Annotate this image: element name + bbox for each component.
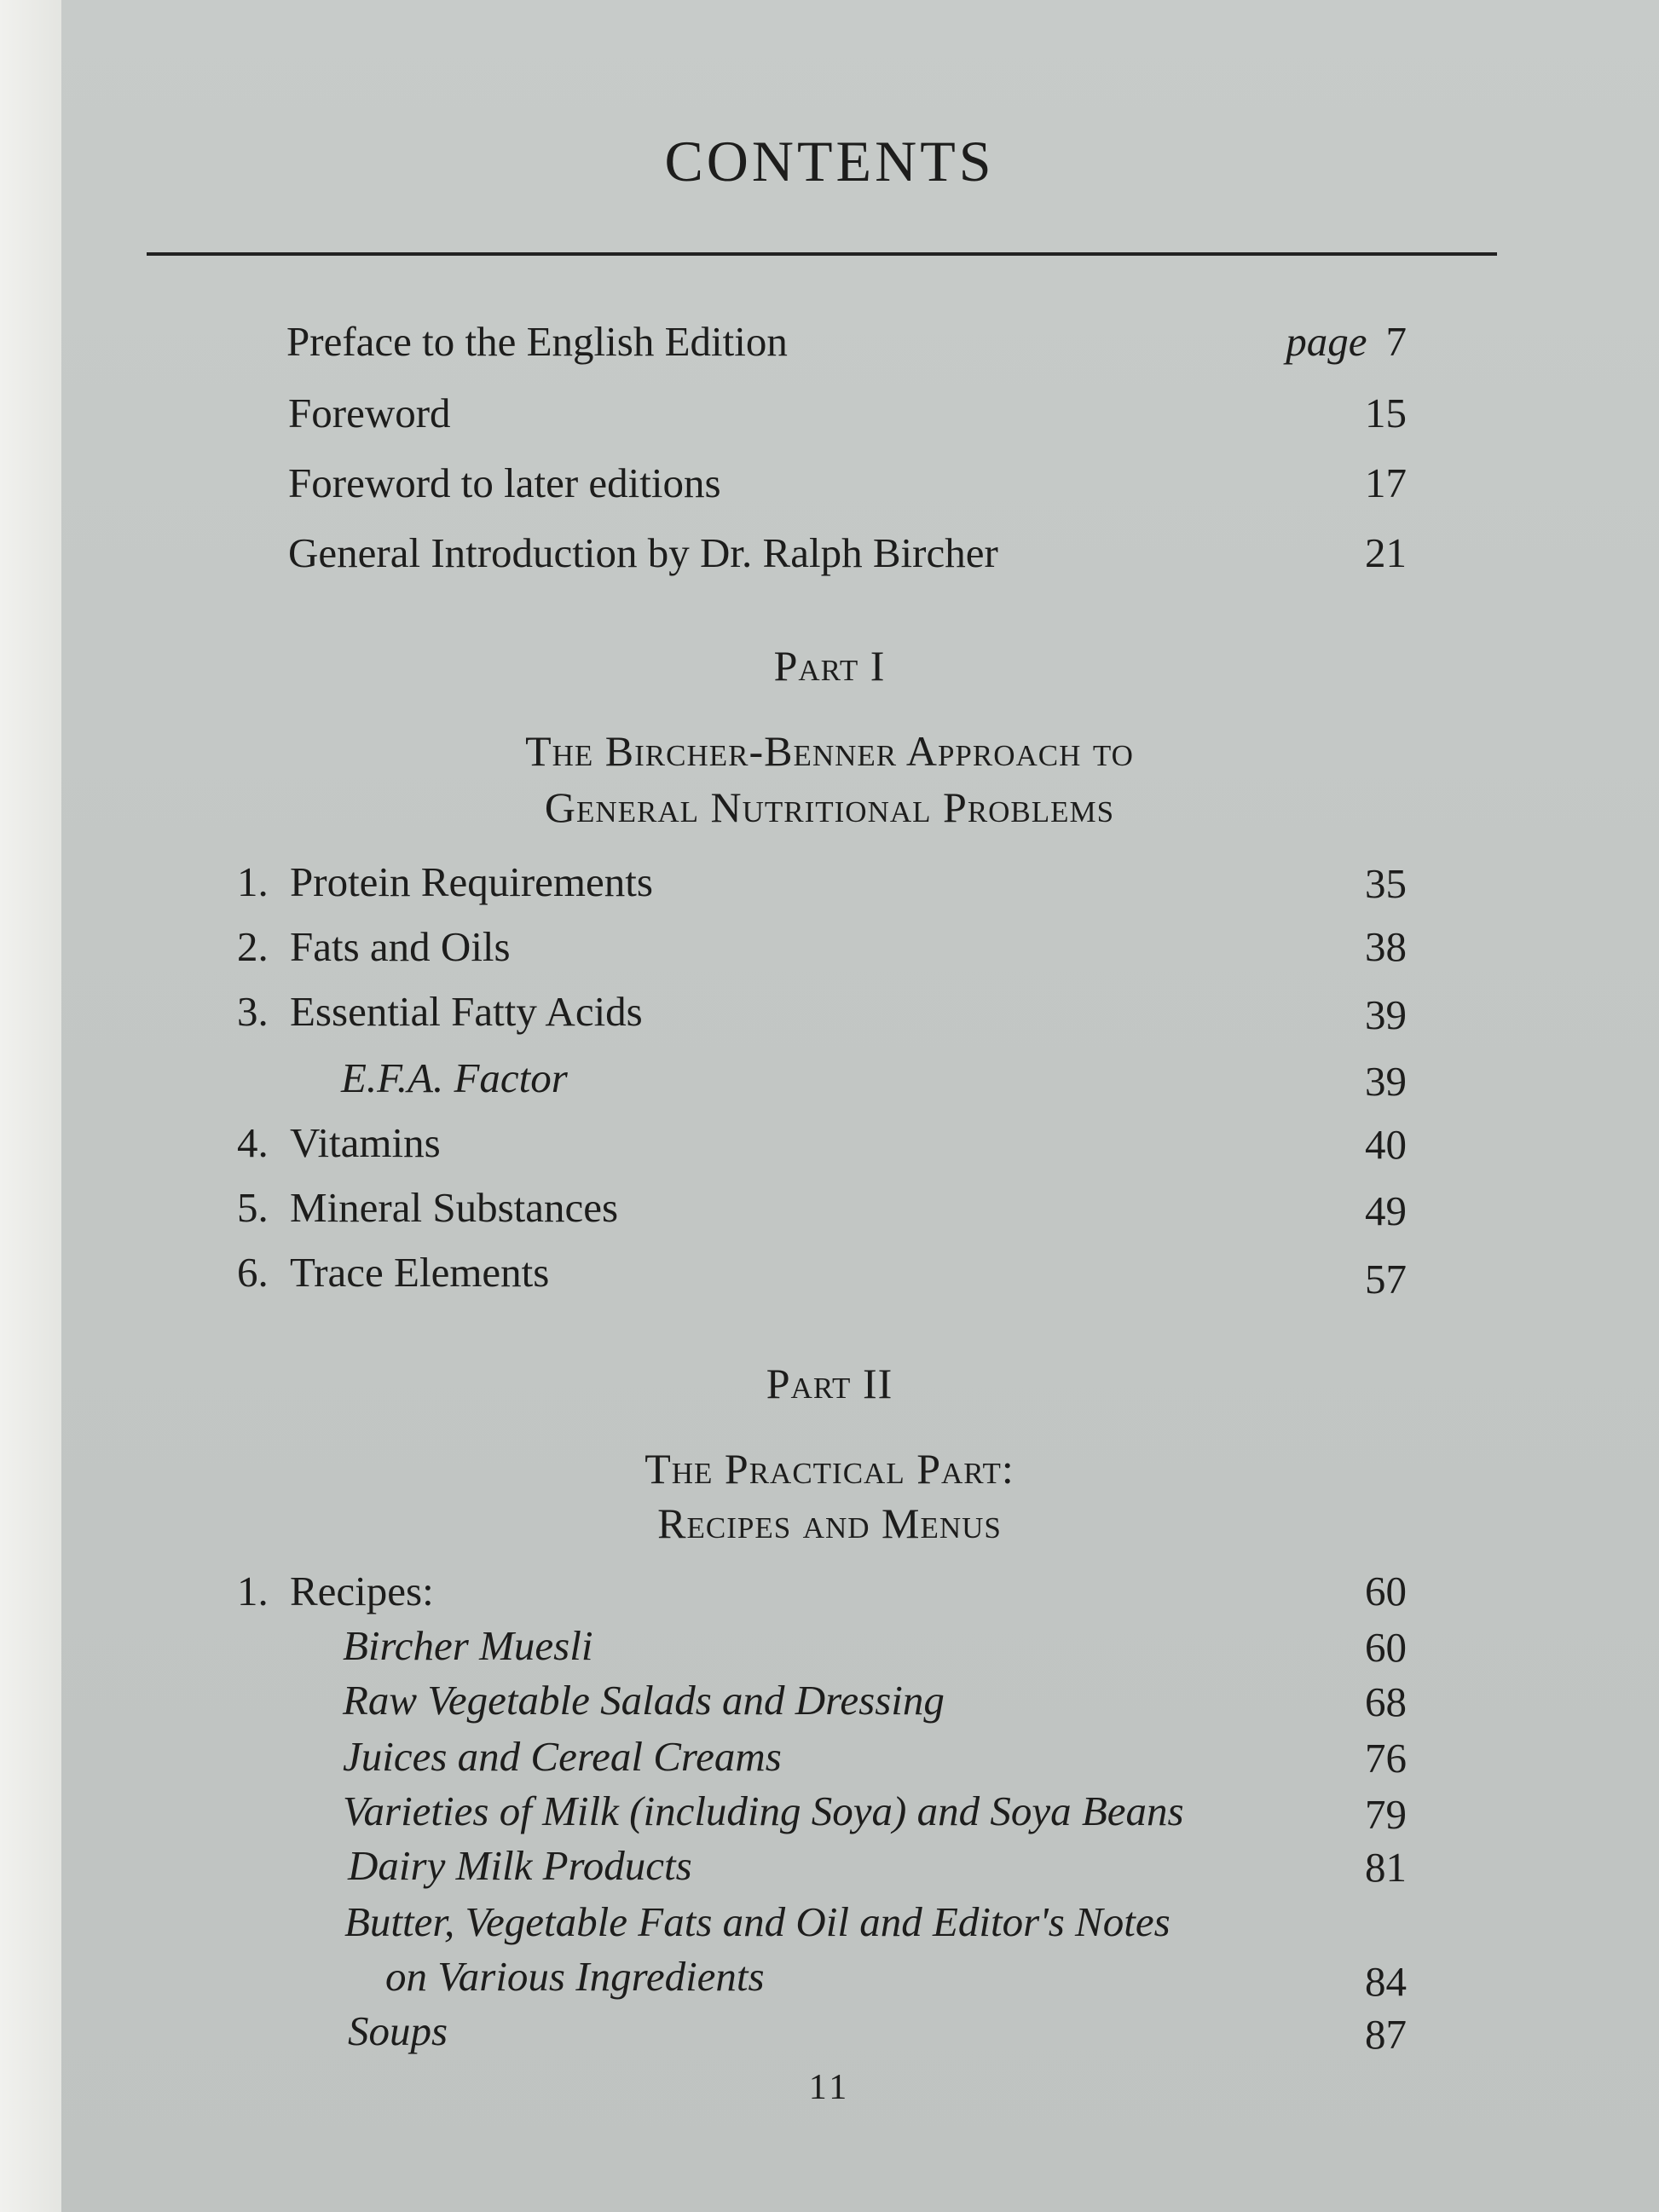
toc-page-recipes: 60 (1365, 1568, 1407, 1614)
toc-entry-soups: Soups (348, 2007, 448, 2054)
toc-page-vitamins: 40 (1365, 1121, 1407, 1168)
page-margin-left (0, 0, 61, 2212)
toc-entry-foreword-later: Foreword to later editions (288, 459, 721, 506)
toc-page-juices-cereal-creams: 76 (1365, 1735, 1407, 1782)
part-2-title-line-1: The Practical Part: (645, 1445, 1014, 1493)
toc-entry-juices-cereal-creams: Juices and Cereal Creams (343, 1733, 782, 1780)
toc-entry-various-ingredients: on Various Ingredients (385, 1953, 765, 2000)
title-rule (147, 252, 1497, 256)
part-1-heading: Part I (773, 642, 886, 690)
toc-entry-preface: Preface to the English Edition (286, 318, 788, 365)
toc-entry-fats-oils: 2. Fats and Oils (237, 923, 511, 970)
toc-entry-raw-vegetable-salads: Raw Vegetable Salads and Dressing (343, 1677, 945, 1724)
toc-page-varieties-of-milk: 79 (1365, 1791, 1407, 1838)
page-prefix: page (1286, 318, 1367, 365)
toc-entry-protein: 1. Protein Requirements (237, 858, 653, 905)
toc-entry-bircher-muesli: Bircher Muesli (343, 1622, 593, 1669)
part-2-title-line-2: Recipes and Menus (657, 1499, 1002, 1547)
toc-entry-dairy-milk-products: Dairy Milk Products (348, 1842, 692, 1889)
toc-entry-mineral-substances: 5. Mineral Substances (237, 1184, 619, 1231)
toc-page-raw-vegetable-salads: 68 (1365, 1678, 1407, 1725)
toc-page-efa-factor: 39 (1365, 1058, 1407, 1105)
toc-page-protein: 35 (1365, 860, 1407, 907)
toc-page-general-introduction: 21 (1365, 529, 1407, 576)
toc-entry-varieties-of-milk: Varieties of Milk (including Soya) and Soya Beans (343, 1788, 1184, 1834)
toc-entry-foreword: Foreword (288, 390, 451, 436)
toc-entry-essential-fatty-acids: 3. Essential Fatty Acids (237, 988, 643, 1035)
part-1-title-line-1: The Bircher-Benner Approach to (525, 727, 1134, 775)
toc-page-trace-elements: 57 (1365, 1256, 1407, 1302)
page-number: 11 (808, 2068, 851, 2107)
toc-page-foreword: 15 (1365, 390, 1407, 436)
toc-page-fats-oils: 38 (1365, 923, 1407, 970)
toc-page-various-ingredients: 84 (1365, 1958, 1407, 2005)
toc-page-essential-fatty-acids: 39 (1365, 991, 1407, 1038)
toc-entry-recipes: 1. Recipes: (237, 1568, 434, 1614)
toc-page-bircher-muesli: 60 (1365, 1624, 1407, 1671)
part-2-heading: Part II (766, 1360, 893, 1407)
toc-entry-efa-factor: E.F.A. Factor (341, 1054, 568, 1101)
toc-page-foreword-later: 17 (1365, 459, 1407, 506)
toc-page-dairy-milk-products: 81 (1365, 1844, 1407, 1891)
toc-entry-trace-elements: 6. Trace Elements (237, 1249, 550, 1296)
toc-entry-vitamins: 4. Vitamins (237, 1119, 441, 1166)
toc-page-mineral-substances: 49 (1365, 1187, 1407, 1234)
toc-page-preface: page 7 (1286, 318, 1407, 365)
toc-entry-general-introduction: General Introduction by Dr. Ralph Bircher (288, 529, 998, 576)
toc-page-soups: 87 (1365, 2011, 1407, 2058)
part-1-title-line-2: General Nutritional Problems (544, 783, 1115, 831)
page-title: CONTENTS (664, 129, 995, 193)
toc-entry-butter-vegetable-fats: Butter, Vegetable Fats and Oil and Editor's Notes (344, 1898, 1171, 1945)
